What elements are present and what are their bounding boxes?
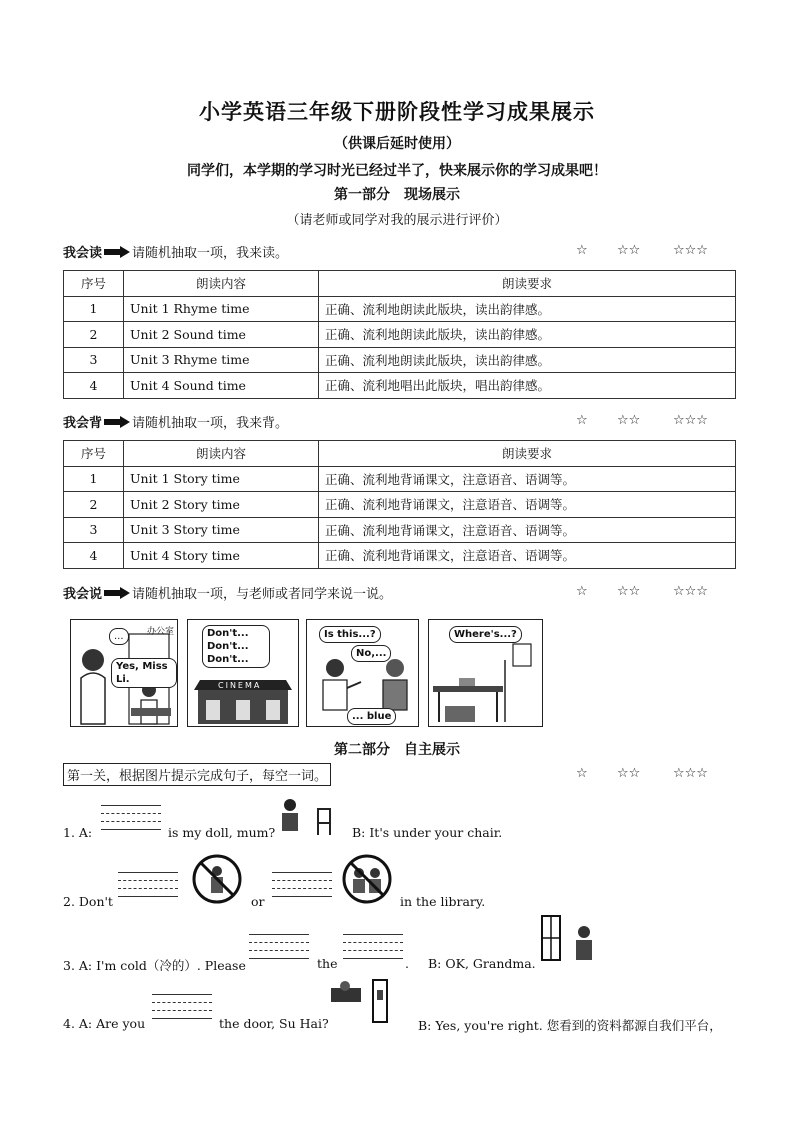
table-cell: Unit 3 Story time [124, 517, 319, 543]
cinema-scene-picture [187, 619, 299, 727]
table-cell: 正确、流利地背诵课文，注意语音、语调等。 [319, 543, 736, 569]
part1-note: （请老师或同学对我的展示进行评价） [286, 213, 508, 228]
speech-bubble: No,... [351, 645, 391, 662]
table-cell: 4 [64, 543, 124, 569]
table-cell: Unit 1 Rhyme time [124, 296, 319, 322]
table-cell: 正确、流利地朗读此版块，读出韵律感。 [319, 322, 736, 348]
no-eating-icon [191, 853, 243, 905]
speech-bubble [202, 625, 270, 668]
room-scene-picture [428, 619, 543, 727]
table-cell: 正确、流利地背诵课文，注意语音、语调等。 [319, 517, 736, 543]
table-cell: 正确、流利地背诵课文，注意语音、语调等。 [319, 492, 736, 518]
question-4-prefix: 4. A: Are you [63, 1016, 146, 1031]
header-cell: 序号 [64, 441, 124, 467]
header-cell: 序号 [64, 271, 124, 297]
office-sign: 办公室 [147, 627, 175, 637]
question-1-prefix: 1. A: [63, 825, 93, 840]
window-grandma-icon [538, 914, 604, 966]
speak-task-text: 请随机抽取一项，与老师或者同学来说一说。 [132, 587, 393, 602]
table-cell: Unit 4 Sound time [124, 373, 319, 399]
table-cell: 3 [64, 347, 124, 373]
intro-text: 同学们，本学期的学习时光已经过半了，快来展示你的学习成果吧！ [187, 163, 607, 179]
question-1-middle: is my doll, mum? [168, 825, 276, 840]
question-1-answer: B: It's under your chair. [352, 825, 503, 840]
rating-one-star[interactable]: ☆ [576, 413, 588, 428]
rating-three-stars[interactable]: ☆☆☆ [673, 413, 708, 428]
table-cell: 3 [64, 517, 124, 543]
question-2-prefix: 2. Don't [63, 894, 113, 909]
table-row [64, 492, 736, 518]
question-2-middle: or [251, 894, 265, 909]
arrow-right-icon [104, 246, 130, 258]
read-task-text: 请随机抽取一项，我来读。 [132, 246, 289, 261]
read-task-label: 我会读 [63, 246, 103, 261]
read-task [63, 242, 288, 261]
recite-task-text: 请随机抽取一项，我来背。 [132, 416, 289, 431]
table-row [64, 373, 736, 399]
header-cell: 朗读要求 [319, 271, 736, 297]
rating-two-stars[interactable]: ☆☆ [617, 413, 641, 428]
table-header-row [64, 271, 736, 297]
speak-task [63, 583, 392, 602]
question-3-prefix: 3. A: I'm cold（冷的）. Please [63, 958, 246, 973]
question-4-answer: B: Yes, you're right. 您看到的资料都源自我们平台， [418, 1018, 722, 1033]
table-row [64, 296, 736, 322]
table-cell: 正确、流利地朗读此版块，读出韵律感。 [319, 296, 736, 322]
answer-blank-4[interactable] [249, 934, 309, 959]
header-cell: 朗读要求 [319, 441, 736, 467]
rating-two-stars[interactable]: ☆☆ [617, 243, 641, 258]
table-cell: 2 [64, 322, 124, 348]
table-cell: 正确、流利地背诵课文，注意语音、语调等。 [319, 466, 736, 492]
question-3-middle: the [317, 956, 338, 971]
doll-chair-icon [274, 797, 340, 837]
office-scene-picture [70, 619, 178, 727]
table-cell: 4 [64, 373, 124, 399]
table-cell: Unit 3 Rhyme time [124, 347, 319, 373]
recite-task [63, 412, 288, 431]
table-row [64, 322, 736, 348]
table-cell: 1 [64, 296, 124, 322]
recite-table [63, 440, 736, 569]
table-cell: 正确、流利地朗读此版块，读出韵律感。 [319, 347, 736, 373]
answer-blank-3[interactable] [272, 872, 332, 897]
read-table [63, 270, 736, 399]
table-row [64, 517, 736, 543]
question-2-suffix: in the library. [400, 894, 486, 909]
level1-instruction: 第一关，根据图片提示完成句子，每空一词。 [63, 763, 331, 786]
table-row [64, 543, 736, 569]
table-cell: Unit 1 Story time [124, 466, 319, 492]
header-cell: 朗读内容 [124, 441, 319, 467]
table-row [64, 466, 736, 492]
part1-heading: 第一部分 现场展示 [334, 187, 460, 203]
recite-task-label: 我会背 [63, 416, 103, 431]
table-header-row [64, 441, 736, 467]
speech-bubble: Is this...? [319, 626, 381, 643]
speak-task-label: 我会说 [63, 587, 103, 602]
answer-blank-2[interactable] [118, 872, 178, 897]
bubble-line: Don't... [207, 628, 249, 639]
question-3-period: . [405, 956, 409, 971]
speech-bubble: ... blue [347, 708, 396, 725]
arrow-right-icon [104, 587, 130, 599]
page-subtitle: （供课后延时使用） [334, 136, 460, 152]
color-scene-picture [306, 619, 419, 727]
door-girl-icon [327, 978, 393, 1024]
table-cell: Unit 2 Sound time [124, 322, 319, 348]
question-3-answer: B: OK, Grandma. [428, 956, 536, 971]
header-cell: 朗读内容 [124, 271, 319, 297]
table-cell: 2 [64, 492, 124, 518]
page-title: 小学英语三年级下册阶段性学习成果展示 [199, 99, 595, 124]
part2-heading: 第二部分 自主展示 [334, 742, 460, 758]
rating-two-stars[interactable]: ☆☆ [617, 584, 641, 599]
answer-blank-6[interactable] [152, 994, 212, 1019]
rating-one-star[interactable]: ☆ [576, 766, 588, 781]
answer-blank-1[interactable] [101, 805, 161, 830]
table-row [64, 347, 736, 373]
table-cell: Unit 2 Story time [124, 492, 319, 518]
speech-bubble: ... [109, 628, 129, 645]
cinema-sign: CINEMA [218, 681, 262, 690]
rating-three-stars[interactable]: ☆☆☆ [673, 243, 708, 258]
table-cell: 1 [64, 466, 124, 492]
speech-bubble: Yes, Miss Li. [111, 658, 177, 688]
speech-bubble: Where's...? [449, 626, 522, 643]
question-4-middle: the door, Su Hai? [219, 1016, 329, 1031]
table-cell: Unit 4 Story time [124, 543, 319, 569]
rating-one-star[interactable]: ☆ [576, 584, 588, 599]
answer-blank-5[interactable] [343, 934, 403, 959]
arrow-right-icon [104, 416, 130, 428]
bubble-line: Don't... [207, 654, 249, 665]
rating-three-stars[interactable]: ☆☆☆ [673, 584, 708, 599]
no-talking-icon [341, 853, 393, 905]
rating-two-stars[interactable]: ☆☆ [617, 766, 641, 781]
bubble-line: Don't... [207, 641, 249, 652]
table-cell: 正确、流利地唱出此版块，唱出韵律感。 [319, 373, 736, 399]
rating-three-stars[interactable]: ☆☆☆ [673, 766, 708, 781]
rating-one-star[interactable]: ☆ [576, 243, 588, 258]
